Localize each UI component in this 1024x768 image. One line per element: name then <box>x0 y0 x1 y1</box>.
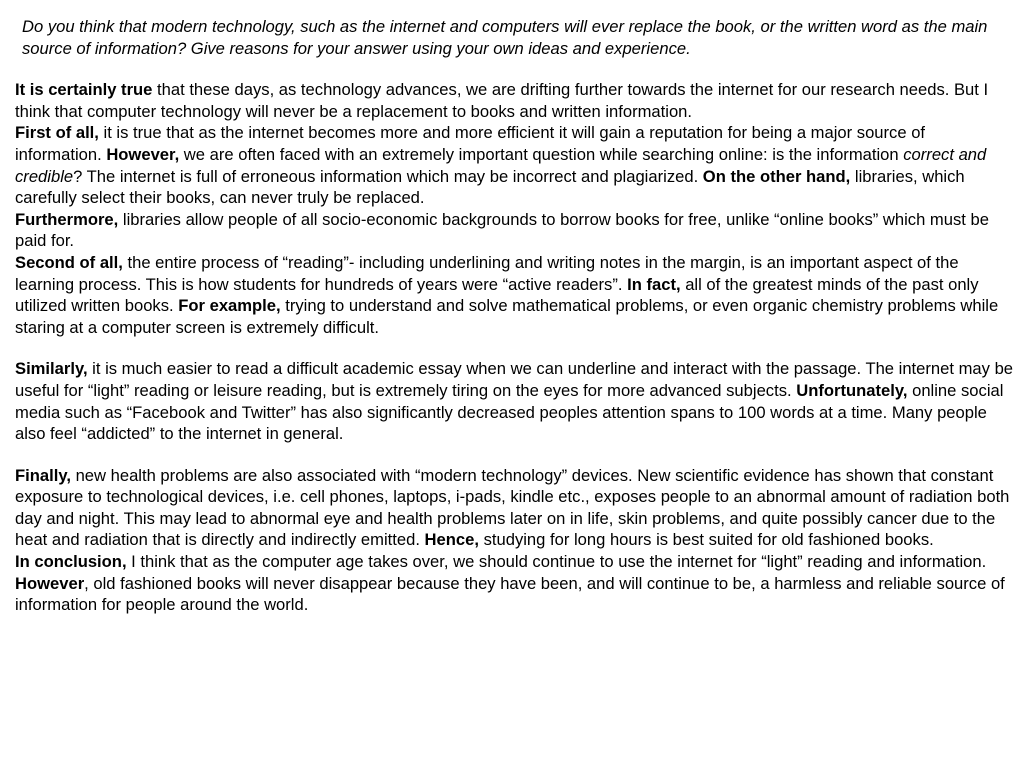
paragraph-text: that these days, as technology advances, we are drifting further towards the internet for our research needs. But I think that computer technology will never be a replacement to books and written information. <box>15 80 989 121</box>
transition-phrase: On the other hand, <box>702 166 851 186</box>
transition-phrase: Unfortunately, <box>796 380 908 400</box>
transition-phrase: It is certainly true <box>15 80 153 100</box>
paragraph-text: I think that as the computer age takes over, we should continue to use the internet for “light” reading and information. <box>126 552 987 572</box>
transition-phrase: Hence, <box>424 530 479 550</box>
transition-phrase: For example, <box>178 296 281 316</box>
paragraph-finally <box>15 465 1015 551</box>
paragraph-text: libraries, which carefully select their books, can never truly be replaced. <box>15 166 965 208</box>
essay-prompt: Do you think that modern technology, such as the internet and computers will ever replace the book, or the written word as the main source of information? Give reasons for your answer using your own ideas and experience. <box>22 17 988 58</box>
paragraph-first-point <box>15 122 1015 208</box>
paragraph-text: studying for long hours is best suited for old fashioned books. <box>478 530 934 550</box>
transition-phrase: Furthermore, <box>15 209 119 229</box>
paragraph-text: it is much easier to read a difficult academic essay when we can underline and interact with the passage. The internet may be useful for “light” reading or leisure reading, but is extremely tiring on the eyes for more advanced subjects. <box>15 359 1014 400</box>
paragraph-text: new health problems are also associated with “modern technology” devices. New scientific evidence has shown that constant exposure to technological devices, i.e. cell phones, laptops, i-pads, kindle etc., exposes people to an abnormal amount of radiation both day and night. This may lead to abnormal eye and health problems later on in life, skin problems, and quite possibly cancer due to the heat and radiation that is directly and indirectly emitted. <box>15 465 1010 550</box>
transition-phrase: Finally, <box>15 465 71 485</box>
paragraph-introduction <box>15 79 1015 122</box>
transition-phrase: However, <box>106 144 180 164</box>
paragraph-text: we are often faced with an extremely important question while searching online: is the information <box>179 144 904 164</box>
transition-phrase: In fact, <box>627 274 681 294</box>
transition-phrase: Second of all, <box>15 252 123 272</box>
paragraph-text: it is true that as the internet becomes more and more efficient it will gain a reputation for being a major source of information. <box>15 123 926 164</box>
paragraph-text: online social media such as “Facebook and Twitter” has also significantly decreased peoples attention spans to 100 words at a time. Many people also feel “addicted” to the internet in general. <box>15 380 1004 444</box>
paragraph-text: trying to understand and solve mathematical problems, or even organic chemistry problems while staring at a computer screen is extremely difficult. <box>15 296 999 337</box>
transition-phrase: First of all, <box>15 123 99 143</box>
emphasis-text: correct and credible <box>15 144 987 186</box>
paragraph-furthermore <box>15 209 1015 252</box>
paragraph-text: libraries allow people of all socio-economic backgrounds to borrow books for free, unlike “online books” which must be paid for. <box>15 209 989 251</box>
paragraph-text: ? The internet is full of erroneous information which may be incorrect and plagiarized. <box>73 166 703 186</box>
transition-phrase: However <box>15 573 85 593</box>
paragraph-conclusion <box>15 551 1015 616</box>
essay-document <box>15 16 1015 616</box>
paragraph-text: all of the greatest minds of the past only utilized written books. <box>15 274 979 316</box>
paragraph-text: the entire process of “reading”- including underlining and writing notes in the margin, is an important aspect of the learning process. This is how students for hundreds of years were “active readers”. <box>15 252 959 294</box>
paragraph-similarly <box>15 358 1015 444</box>
transition-phrase: Similarly, <box>15 359 88 379</box>
transition-phrase: In conclusion, <box>15 552 127 572</box>
paragraph-text: , old fashioned books will never disappear because they have been, and will continue to be, a harmless and reliable source of information for people around the world. <box>15 573 1005 615</box>
paragraph-second-point <box>15 252 1015 338</box>
